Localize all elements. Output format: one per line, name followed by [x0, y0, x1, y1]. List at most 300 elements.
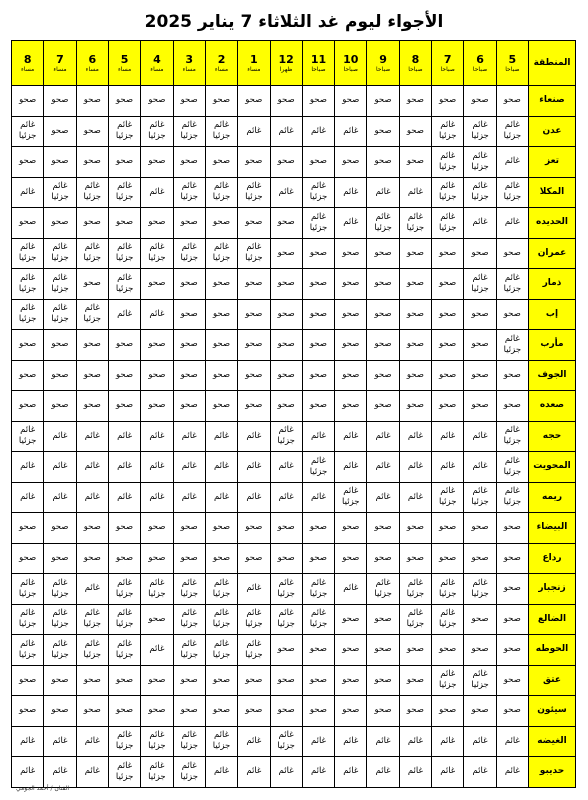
weather-cell: غائم جزئيا: [12, 635, 44, 666]
weather-cell: صحو: [367, 116, 399, 147]
weather-cell: غائم جزئيا: [76, 604, 108, 635]
table-row: [12, 238, 576, 269]
time-period: مساء: [85, 66, 99, 73]
weather-cell: غائم جزئيا: [432, 604, 464, 635]
weather-cell: غائم: [76, 757, 108, 788]
weather-cell: صحو: [464, 330, 496, 361]
weather-cell: غائم: [432, 452, 464, 483]
weather-cell: صحو: [464, 238, 496, 269]
weather-cell: صحو: [270, 330, 302, 361]
weather-cell: غائم: [335, 726, 367, 757]
weather-cell: صحو: [205, 299, 237, 330]
weather-cell: صحو: [44, 86, 76, 117]
weather-cell: صحو: [173, 360, 205, 391]
weather-cell: غائم: [335, 208, 367, 239]
weather-cell: غائم جزئيا: [44, 574, 76, 605]
weather-cell: غائم: [205, 452, 237, 483]
weather-cell: غائم: [238, 726, 270, 757]
weather-cell: صحو: [335, 391, 367, 422]
weather-cell: صحو: [12, 665, 44, 696]
time-period: ظهرا: [279, 66, 293, 73]
weather-cell: صحو: [399, 86, 431, 117]
weather-cell: صحو: [270, 665, 302, 696]
weather-cell: صحو: [108, 86, 140, 117]
weather-cell: صحو: [496, 238, 528, 269]
weather-cell: غائم جزئيا: [173, 177, 205, 208]
weather-cell: صحو: [238, 86, 270, 117]
table-row: [12, 86, 576, 117]
weather-cell: صحو: [432, 238, 464, 269]
weather-cell: صحو: [12, 513, 44, 544]
weather-cell: غائم: [205, 757, 237, 788]
weather-cell: صحو: [141, 330, 173, 361]
weather-cell: غائم جزئيا: [270, 421, 302, 452]
weather-cell: صحو: [44, 513, 76, 544]
weather-cell: غائم: [108, 421, 140, 452]
weather-cell: صحو: [238, 269, 270, 300]
region-name: زنجبار: [529, 574, 576, 605]
weather-cell: غائم: [399, 421, 431, 452]
weather-cell: غائم: [367, 482, 399, 513]
weather-cell: صحو: [367, 269, 399, 300]
weather-cell: صحو: [367, 543, 399, 574]
weather-cell: صحو: [496, 635, 528, 666]
weather-cell: غائم جزئيا: [173, 635, 205, 666]
weather-cell: صحو: [12, 330, 44, 361]
time-period: صباحا: [472, 66, 488, 73]
region-name: ذمار: [529, 269, 576, 300]
weather-cell: غائم: [432, 421, 464, 452]
weather-cell: غائم جزئيا: [44, 604, 76, 635]
weather-cell: غائم جزئيا: [238, 177, 270, 208]
weather-cell: صحو: [141, 391, 173, 422]
time-period: مساء: [247, 66, 261, 73]
weather-cell: صحو: [141, 543, 173, 574]
weather-cell: صحو: [141, 513, 173, 544]
weather-cell: غائم: [44, 421, 76, 452]
weather-cell: صحو: [270, 147, 302, 178]
weather-cell: صحو: [141, 604, 173, 635]
weather-cell: غائم: [141, 635, 173, 666]
weather-cell: غائم جزئيا: [173, 238, 205, 269]
weather-cell: صحو: [335, 147, 367, 178]
weather-cell: غائم: [302, 757, 334, 788]
weather-cell: غائم جزئيا: [238, 604, 270, 635]
weather-cell: غائم جزئيا: [205, 177, 237, 208]
time-hour: 4: [153, 53, 161, 66]
weather-cell: صحو: [141, 208, 173, 239]
weather-cell: صحو: [76, 360, 108, 391]
weather-cell: غائم جزئيا: [205, 726, 237, 757]
weather-cell: غائم جزئيا: [302, 604, 334, 635]
weather-cell: صحو: [464, 513, 496, 544]
table-row: [12, 513, 576, 544]
weather-cell: صحو: [205, 360, 237, 391]
weather-cell: غائم جزئيا: [496, 177, 528, 208]
time-hour: 12: [278, 53, 294, 66]
weather-cell: غائم: [367, 177, 399, 208]
weather-cell: صحو: [432, 391, 464, 422]
weather-cell: صحو: [496, 513, 528, 544]
weather-cell: غائم: [302, 482, 334, 513]
weather-cell: صحو: [367, 696, 399, 727]
weather-cell: صحو: [108, 330, 140, 361]
weather-cell: غائم جزئيا: [432, 482, 464, 513]
weather-cell: غائم: [238, 574, 270, 605]
weather-cell: غائم جزئيا: [12, 116, 44, 147]
weather-cell: صحو: [399, 635, 431, 666]
weather-cell: صحو: [335, 330, 367, 361]
weather-cell: صحو: [399, 696, 431, 727]
weather-cell: صحو: [270, 269, 302, 300]
weather-cell: صحو: [302, 330, 334, 361]
weather-cell: صحو: [76, 543, 108, 574]
weather-cell: صحو: [238, 360, 270, 391]
weather-cell: غائم جزئيا: [496, 269, 528, 300]
weather-cell: صحو: [76, 269, 108, 300]
weather-cell: غائم جزئيا: [44, 238, 76, 269]
weather-cell: صحو: [335, 543, 367, 574]
weather-cell: صحو: [302, 238, 334, 269]
weather-cell: غائم: [238, 757, 270, 788]
weather-cell: غائم: [44, 482, 76, 513]
weather-cell: غائم جزئيا: [399, 208, 431, 239]
time-hour: 5: [120, 53, 129, 66]
weather-cell: غائم: [464, 208, 496, 239]
time-period: مساء: [214, 66, 229, 73]
weather-cell: غائم جزئيا: [432, 574, 464, 605]
weather-cell: صحو: [367, 513, 399, 544]
weather-cell: غائم جزئيا: [432, 116, 464, 147]
weather-cell: صحو: [302, 391, 334, 422]
time-column-header: [205, 41, 237, 86]
weather-cell: صحو: [76, 208, 108, 239]
weather-cell: غائم جزئيا: [173, 574, 205, 605]
weather-cell: غائم جزئيا: [173, 726, 205, 757]
weather-cell: صحو: [44, 116, 76, 147]
weather-cell: صحو: [464, 299, 496, 330]
weather-cell: صحو: [399, 391, 431, 422]
weather-cell: صحو: [44, 330, 76, 361]
region-name: تعز: [529, 147, 576, 178]
table-row: [12, 208, 576, 239]
weather-cell: غائم: [302, 726, 334, 757]
weather-cell: غائم: [238, 421, 270, 452]
weather-cell: غائم جزئيا: [238, 238, 270, 269]
time-hour: 6: [88, 53, 97, 66]
weather-cell: غائم جزئيا: [12, 421, 44, 452]
weather-cell: صحو: [335, 86, 367, 117]
weather-cell: غائم جزئيا: [496, 330, 528, 361]
weather-cell: غائم: [335, 574, 367, 605]
weather-cell: غائم جزئيا: [108, 269, 140, 300]
weather-cell: صحو: [335, 604, 367, 635]
weather-cell: غائم: [399, 726, 431, 757]
weather-cell: صحو: [12, 147, 44, 178]
weather-cell: غائم: [76, 574, 108, 605]
weather-cell: غائم: [270, 177, 302, 208]
weather-cell: صحو: [44, 208, 76, 239]
region-name: حديبو: [529, 757, 576, 788]
weather-cell: صحو: [367, 147, 399, 178]
weather-cell: غائم جزئيا: [108, 604, 140, 635]
weather-cell: صحو: [205, 543, 237, 574]
weather-cell: صحو: [496, 604, 528, 635]
weather-cell: غائم جزئيا: [141, 726, 173, 757]
weather-cell: صحو: [399, 330, 431, 361]
weather-cell: غائم: [367, 757, 399, 788]
time-column-header: [12, 41, 44, 86]
table-row: [12, 452, 576, 483]
weather-cell: غائم جزئيا: [432, 147, 464, 178]
time-column-header: [270, 41, 302, 86]
weather-cell: غائم جزئيا: [205, 116, 237, 147]
weather-cell: صحو: [173, 543, 205, 574]
region-name: عدن: [529, 116, 576, 147]
weather-cell: صحو: [432, 543, 464, 574]
weather-cell: صحو: [141, 360, 173, 391]
weather-cell: غائم: [367, 452, 399, 483]
weather-cell: غائم جزئيا: [464, 482, 496, 513]
weather-cell: غائم جزئيا: [173, 757, 205, 788]
weather-cell: غائم جزئيا: [399, 574, 431, 605]
table-row: [12, 116, 576, 147]
weather-cell: غائم جزئيا: [432, 177, 464, 208]
weather-cell: صحو: [76, 513, 108, 544]
time-column-header: [238, 41, 270, 86]
weather-cell: غائم: [496, 208, 528, 239]
weather-cell: غائم: [141, 421, 173, 452]
weather-cell: غائم: [335, 452, 367, 483]
weather-cell: صحو: [464, 391, 496, 422]
weather-cell: غائم: [238, 116, 270, 147]
weather-cell: صحو: [432, 269, 464, 300]
weather-cell: غائم جزئيا: [238, 635, 270, 666]
weather-cell: صحو: [108, 391, 140, 422]
weather-cell: غائم: [302, 116, 334, 147]
weather-cell: غائم: [270, 116, 302, 147]
weather-cell: صحو: [432, 696, 464, 727]
weather-cell: صحو: [496, 574, 528, 605]
weather-cell: صحو: [173, 665, 205, 696]
weather-cell: غائم جزئيا: [496, 116, 528, 147]
weather-cell: غائم: [141, 482, 173, 513]
weather-cell: صحو: [76, 665, 108, 696]
weather-cell: غائم: [496, 726, 528, 757]
weather-cell: صحو: [238, 696, 270, 727]
table-row: [12, 482, 576, 513]
weather-cell: غائم جزئيا: [302, 177, 334, 208]
weather-cell: صحو: [367, 360, 399, 391]
weather-cell: غائم: [76, 421, 108, 452]
weather-cell: صحو: [367, 635, 399, 666]
weather-cell: صحو: [141, 86, 173, 117]
weather-cell: صحو: [76, 330, 108, 361]
weather-cell: صحو: [44, 696, 76, 727]
weather-cell: غائم: [270, 757, 302, 788]
time-period: مساء: [21, 66, 35, 73]
region-name: رداع: [529, 543, 576, 574]
weather-cell: صحو: [76, 391, 108, 422]
time-period: صباحا: [343, 66, 358, 73]
page-title: الأجواء ليوم غد الثلاثاء 7 يناير 2025: [144, 12, 444, 32]
weather-cell: صحو: [367, 391, 399, 422]
weather-cell: غائم: [12, 452, 44, 483]
weather-cell: صحو: [335, 665, 367, 696]
weather-cell: صحو: [399, 543, 431, 574]
weather-cell: غائم جزئيا: [76, 299, 108, 330]
region-column-header: المنطقة: [529, 41, 576, 86]
region-name: عتق: [529, 665, 576, 696]
weather-cell: غائم جزئيا: [12, 238, 44, 269]
weather-cell: غائم: [335, 757, 367, 788]
time-hour: 6: [476, 53, 484, 66]
time-hour: 10: [343, 53, 359, 66]
weather-cell: صحو: [44, 391, 76, 422]
weather-cell: صحو: [108, 665, 140, 696]
weather-cell: غائم جزئيا: [12, 299, 44, 330]
region-name: عمران: [529, 238, 576, 269]
weather-cell: غائم: [108, 452, 140, 483]
time-hour: 8: [23, 53, 32, 66]
weather-cell: صحو: [238, 208, 270, 239]
weather-cell: صحو: [270, 696, 302, 727]
weather-cell: صحو: [141, 696, 173, 727]
weather-cell: غائم جزئيا: [12, 269, 44, 300]
weather-cell: صحو: [335, 360, 367, 391]
weather-cell: غائم: [302, 421, 334, 452]
weather-cell: غائم: [76, 452, 108, 483]
weather-cell: صحو: [496, 360, 528, 391]
weather-cell: غائم جزئيا: [76, 238, 108, 269]
weather-cell: صحو: [464, 604, 496, 635]
weather-cell: صحو: [76, 696, 108, 727]
weather-cell: غائم جزئيا: [335, 482, 367, 513]
weather-cell: غائم جزئيا: [108, 238, 140, 269]
region-name: الغيضه: [529, 726, 576, 757]
weather-cell: غائم جزئيا: [367, 208, 399, 239]
time-period: صباحا: [408, 66, 423, 73]
weather-cell: غائم جزئيا: [12, 574, 44, 605]
time-column-header: [335, 41, 367, 86]
weather-cell: صحو: [432, 330, 464, 361]
table-row: [12, 757, 576, 788]
table-row: [12, 543, 576, 574]
weather-cell: غائم جزئيا: [302, 574, 334, 605]
weather-cell: صحو: [367, 665, 399, 696]
weather-cell: صحو: [302, 147, 334, 178]
weather-cell: صحو: [108, 543, 140, 574]
weather-cell: صحو: [335, 269, 367, 300]
table-row: [12, 360, 576, 391]
weather-cell: غائم: [76, 482, 108, 513]
weather-cell: صحو: [173, 147, 205, 178]
weather-cell: صحو: [464, 360, 496, 391]
time-hour: 5: [508, 53, 517, 66]
weather-cell: غائم جزئيا: [496, 482, 528, 513]
weather-cell: صحو: [173, 696, 205, 727]
time-column-header: [44, 41, 76, 86]
time-period: صباحا: [375, 66, 391, 73]
table-row: [12, 391, 576, 422]
weather-cell: صحو: [173, 86, 205, 117]
weather-cell: غائم جزئيا: [44, 269, 76, 300]
weather-cell: صحو: [270, 543, 302, 574]
weather-cell: صحو: [205, 665, 237, 696]
weather-cell: صحو: [464, 543, 496, 574]
weather-cell: صحو: [44, 147, 76, 178]
weather-cell: غائم: [496, 147, 528, 178]
region-name: الجوف: [529, 360, 576, 391]
weather-cell: غائم: [335, 421, 367, 452]
weather-cell: غائم: [464, 452, 496, 483]
weather-cell: صحو: [108, 208, 140, 239]
time-column-header: [108, 41, 140, 86]
weather-cell: صحو: [367, 86, 399, 117]
weather-cell: غائم: [399, 482, 431, 513]
time-column-header: [141, 41, 173, 86]
region-name: مأرب: [529, 330, 576, 361]
table-row: [12, 299, 576, 330]
weather-cell: صحو: [44, 665, 76, 696]
weather-cell: غائم جزئيا: [464, 269, 496, 300]
weather-cell: صحو: [270, 299, 302, 330]
region-name: الحديده: [529, 208, 576, 239]
weather-cell: غائم جزئيا: [141, 238, 173, 269]
region-name: صنعاء: [529, 86, 576, 117]
weather-cell: صحو: [238, 543, 270, 574]
weather-cell: صحو: [399, 665, 431, 696]
weather-cell: غائم جزئيا: [205, 238, 237, 269]
weather-cell: صحو: [12, 391, 44, 422]
weather-cell: غائم: [464, 757, 496, 788]
weather-cell: صحو: [302, 299, 334, 330]
time-hour: 7: [56, 53, 64, 66]
region-name: المحويت: [529, 452, 576, 483]
weather-cell: غائم جزئيا: [108, 574, 140, 605]
weather-cell: صحو: [367, 604, 399, 635]
table-row: [12, 604, 576, 635]
time-hour: 1: [250, 53, 258, 66]
table-row: [12, 421, 576, 452]
weather-cell: غائم: [205, 482, 237, 513]
weather-cell: غائم: [141, 452, 173, 483]
weather-cell: صحو: [205, 696, 237, 727]
weather-cell: صحو: [44, 360, 76, 391]
table-body: [12, 86, 576, 788]
time-column-header: [399, 41, 431, 86]
weather-cell: صحو: [173, 299, 205, 330]
weather-cell: صحو: [270, 635, 302, 666]
weather-cell: صحو: [302, 665, 334, 696]
weather-cell: غائم: [141, 177, 173, 208]
weather-cell: صحو: [302, 269, 334, 300]
weather-cell: صحو: [141, 665, 173, 696]
weather-cell: غائم جزئيا: [464, 177, 496, 208]
weather-cell: صحو: [399, 513, 431, 544]
weather-cell: غائم: [205, 421, 237, 452]
region-name: حجه: [529, 421, 576, 452]
time-period: صباحا: [311, 66, 326, 73]
weather-cell: غائم جزئيا: [464, 147, 496, 178]
header-row: [12, 41, 576, 86]
weather-cell: صحو: [464, 86, 496, 117]
weather-cell: صحو: [76, 86, 108, 117]
weather-cell: غائم جزئيا: [108, 635, 140, 666]
weather-cell: صحو: [432, 635, 464, 666]
time-hour: 8: [411, 53, 420, 66]
weather-cell: صحو: [399, 238, 431, 269]
